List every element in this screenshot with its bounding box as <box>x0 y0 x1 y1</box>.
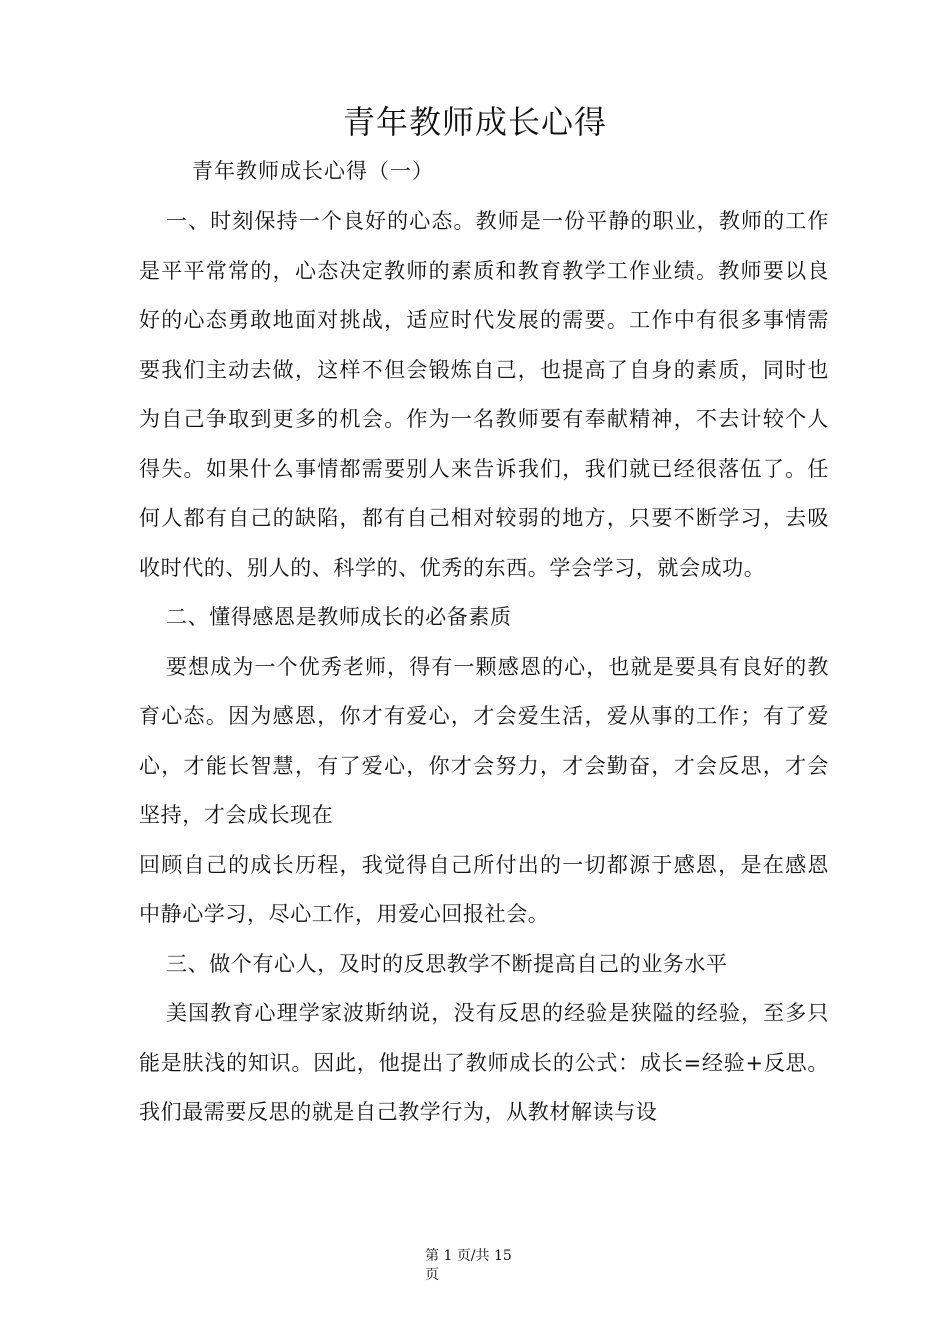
page-number-label: 第 1 页/共 15 <box>425 1248 512 1264</box>
paragraph-1: 一、时刻保持一个良好的心态。教师是一份平静的职业，教师的工作是平平常常的，心态决定教师的素质和教育教学工作业绩。教师要以良好的心态勇敢地面对挑战，适应时代发展的需要。工作中有很多事情需要我们主动去做，这样不但会锻炼自己，也提高了自身的素质，同时也为自己争取到更多的机会。作为一名教师要有奉献精神，不去计较个人得失。如果什么事情都需要别人来告诉我们，我们就已经很落伍了。任何人都有自己的缺陷，都有自己相对较弱的地方，只要不断学习，去吸收时代的、别人的、科学的、优秀的东西。学会学习，就会成功。 <box>139 209 829 580</box>
section-heading-2: 二、懂得感恩是教师成长的必备素质 <box>166 605 512 629</box>
paragraph-2: 要想成为一个优秀老师，得有一颗感恩的心，也就是要具有良好的教育心态。因为感恩，你才有爱心，才会爱生活，爱从事的工作；有了爱心，才能长智慧，有了爱心，你才会努力，才会勤奋，才会反思，才会坚持，才会成长现在 <box>139 654 829 827</box>
document-body <box>139 197 829 1138</box>
document-subtitle: 青年教师成长心得（一） <box>192 159 434 183</box>
paragraph-4: 美国教育心理学家波斯纳说，没有反思的经验是狭隘的经验，至多只能是肤浅的知识。因此，他提出了教师成长的公式：成长=经验+反思。我们最需要反思的就是自己教学行为，从教材解读与设 <box>139 1001 829 1124</box>
paragraph-3: 回顾自己的成长历程，我觉得自己所付出的一切都源于感恩，是在感恩中静心学习，尽心工作，用爱心回报社会。 <box>139 852 829 926</box>
document-title: 青年教师成长心得 <box>342 103 607 141</box>
page-number-tail: 页 <box>425 1267 439 1283</box>
section-heading-3: 三、做个有心人，及时的反思教学不断提高自己的业务水平 <box>166 951 728 976</box>
page-footer <box>400 1247 550 1285</box>
